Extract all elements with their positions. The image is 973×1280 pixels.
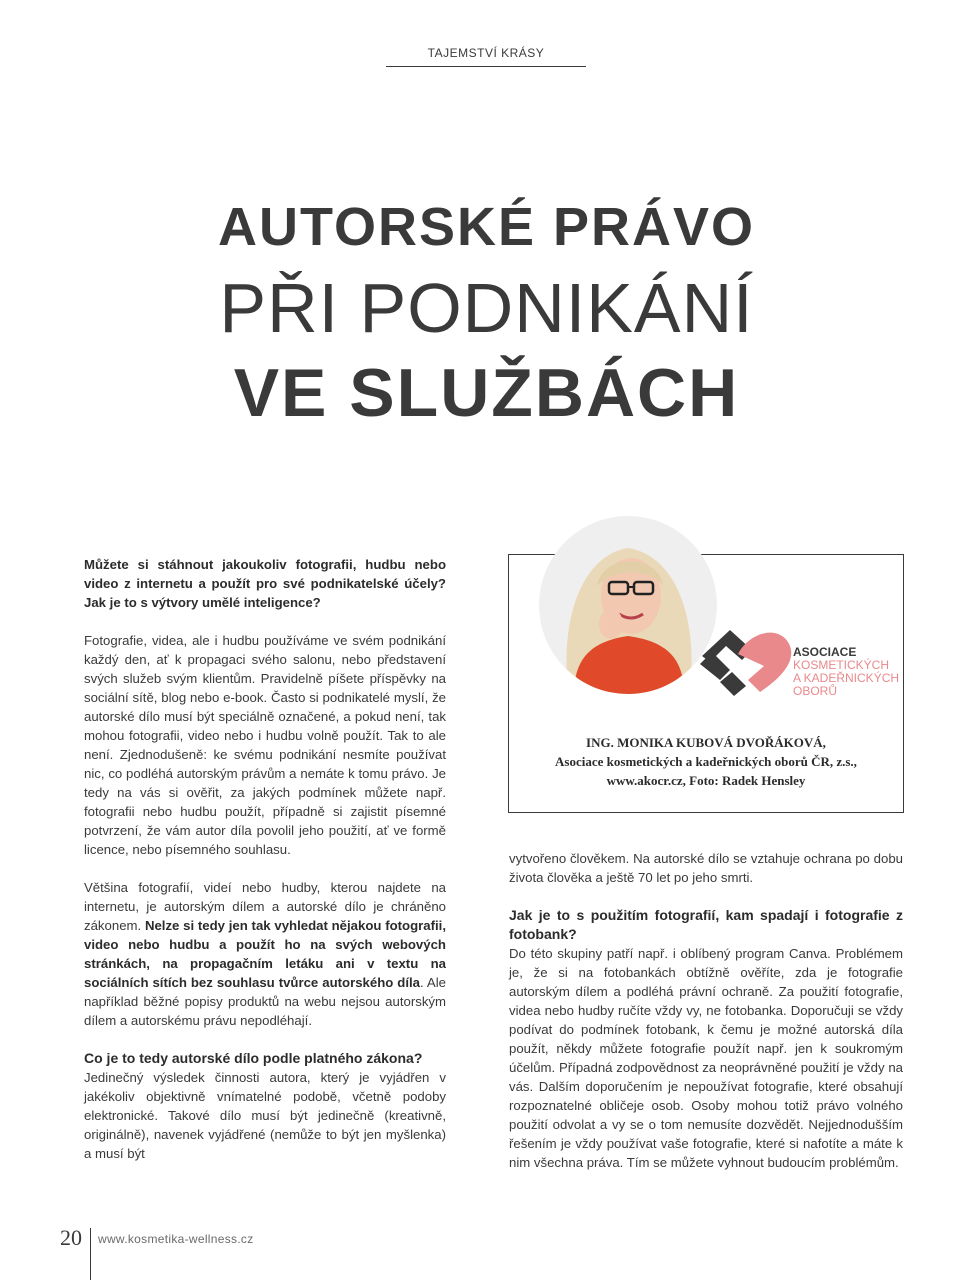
title-line-3: VE SLUŽBÁCH — [233, 355, 740, 431]
caption-org: Asociace kosmetických a kadeřnických oborů ČR, z.s., — [555, 754, 857, 769]
logo-line-3: A KADEŘNICKÝCH — [793, 671, 900, 685]
footer-url: www.kosmetika-wellness.cz — [98, 1232, 254, 1246]
right-column — [509, 849, 903, 1172]
association-logo-icon — [690, 620, 800, 702]
footer-rule — [90, 1228, 91, 1280]
lead-paragraph: Můžete si stáhnout jakoukoliv fotografii, hudbu nebo video z internetu a použít pro své podnikatelské účely? Jak je to s výtvory umělé inteligence? — [84, 557, 446, 610]
section-rule — [386, 66, 586, 67]
caption-credit: www.akocr.cz, Foto: Radek Hensley — [606, 773, 806, 788]
caption-name: ING. MONIKA KUBOVÁ DVOŘÁKOVÁ, — [586, 735, 826, 750]
title-line-1: AUTORSKÉ PRÁVO — [217, 197, 756, 257]
left-paragraph-2-bold: Nelze si tedy jen tak vyhledat nějakou fotografii, video nebo hudbu a použít ho na svých webových stránkách, na propagačním letáku ani v textu na sociálních sítích bez souhlasu tvůrce autorského díla — [84, 918, 446, 990]
photo-caption — [508, 733, 904, 790]
section-tag: TAJEMSTVÍ KRÁSY — [427, 46, 545, 60]
left-paragraph-2-c: . Ale například běžné popisy produktů na webu nejsou autorským dílem a autorskému právu nepodléhají. — [84, 975, 446, 1028]
right-heading: Jak je to s použitím fotografií, kam spadají i fotografie z fotobank? — [509, 907, 903, 942]
logo-line-4: OBORŮ — [793, 684, 838, 698]
left-paragraph-2-a: Většina fotografií, videí nebo hudby, kterou najdete na internetu, je autorským dílem a autorské dílo je chráněno zákonem. — [84, 880, 446, 933]
left-paragraph-3: Jedinečný výsledek činnosti autora, který je vyjádřen v jakékoliv objektivně vnímatelné podobě, včetně podoby elektronické. Takové dílo musí být jedinečně (kreativně, originálně), navenek vyjádřené (nemůže to být jen myšlenka) a musí být — [84, 1070, 446, 1161]
left-column — [84, 555, 446, 1163]
left-paragraph-2 — [84, 878, 446, 1030]
page-number: 20 — [60, 1225, 82, 1250]
left-paragraph-1: Fotografie, videa, ale i hudbu používáme ve svém podnikání každý den, ať k propagaci svého salonu, nebo představení svých služeb svým klientům. Pravidelně píšete příspěvky na sociální sítě, blog nebo e-book. Často si podnikatelé myslí, že autorské dílo musí být speciálně označené, a pokud není, tak mohou fotografii, video nebo i hudbu volně použít. Tak to ale není. Zjednodušeně: ke svému podnikání nesmíte používat nic, co podléhá autorským právům a nemáte k tomu právo. Je tedy na vás si ověřit, za jakých podmínek můžete např. fotografii nebo hudbu použít, případně si zajistit písemné potvrzení, že vám autor díla povolil jeho použití, ať ve formě licence, nebo písemného souhlasu. — [84, 633, 446, 857]
title-line-2: PŘI PODNIKÁNÍ — [219, 269, 754, 347]
logo-line-2: KOSMETICKÝCH — [793, 658, 890, 672]
logo-text — [793, 646, 899, 698]
left-heading: Co je to tedy autorské dílo podle platného zákona? — [84, 1050, 423, 1066]
logo-line-1: ASOCIACE — [793, 645, 857, 659]
right-paragraph-1: vytvořeno člověkem. Na autorské dílo se vztahuje ochrana po dobu života člověka a ještě 70 let po jeho smrti. — [509, 851, 903, 885]
right-paragraph-2: Do této skupiny patří např. i oblíbený program Canva. Problémem je, že si na fotobankách obtížně ověříte, zda je fotografie autorským dílem a podléhá právní ochraně. Za použití fotografie, videa nebo hudby ručíte vždy vy, ne fotobanka. Doporučuji se vždy podívat do podmínek fotobank, k čemu je možné autorská díla použít, někdy můžete fotografie použít např. jen k soukromým účelům. Případná zodpovědnost za neoprávněné použití je vždy na vás. Dalším doporučením je nepoužívat fotografie, které obsahují rozpoznatelné obličeje osob. Osoby mohou totiž právo volného použití odvolat a vy se o tom nemusíte dozvědět. Nejjednodušším řešením je vždy používat vaše fotografie, které si nafotíte a máte k nim všechna práva. Tím se můžete vyhnout budoucím problémům. — [509, 946, 903, 1170]
